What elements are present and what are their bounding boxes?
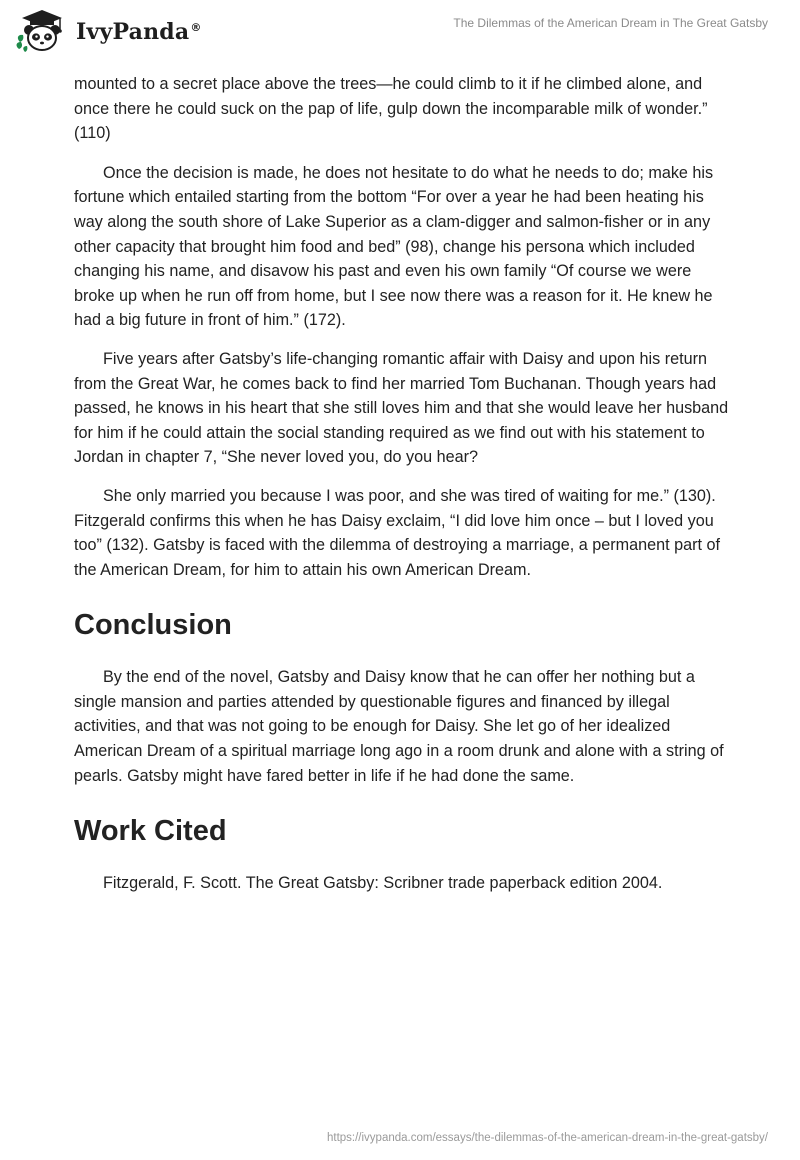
document-title: The Dilemmas of the American Dream in The Great Gatsby: [453, 16, 768, 30]
paragraph-decision: Once the decision is made, he does not hesitate to do what he needs to do; make his fortune which entailed starting from the bottom “For over a year he had been heating his way along the south shore of Lake Superior as a clam-digger and salmon-fisher or in any other capacity that brought him food and bed” (98), change his persona which included changing his name, and disavow his past and even his own family “Of course we were broke up when he run off from home, but I see now there was a reason for it. He knew he had a big future in front of him.” (172).: [74, 163, 714, 330]
logo-wordmark: IvyPanda®: [76, 19, 202, 45]
panda-graduate-icon: [14, 8, 70, 54]
source-url[interactable]: https://ivypanda.com/essays/the-dilemmas-of-the-american-dream-in-the-great-gatsby/: [326, 1132, 768, 1144]
paragraph-quote-continuation: mounted to a secret place above the trees—he could climb to it if he climbed alone, and once there he could suck on the pap of life, gulp down the incomparable milk of wonder.” (110): [74, 75, 708, 143]
work-cited-heading: Work Cited: [74, 815, 227, 848]
paragraph-five-years: Five years after Gatsby’s life-changing romantic affair with Daisy and upon his return from the Great War, he comes back to find her married Tom Buchanan. Though years had passed, he knows in his heart that she still loves him and that she would leave her husband for him if he could attain the social standing required as we find out with his statement to Jordan in chapter 7, “She never loved you, do you hear?: [74, 349, 729, 467]
essay-body: [74, 72, 734, 910]
ivypanda-logo[interactable]: [14, 8, 202, 54]
work-cited-entry: Fitzgerald, F. Scott. The Great Gatsby: Scribner trade paperback edition 2004.: [103, 874, 663, 893]
paragraph-married: She only married you because I was poor, and she was tired of waiting for me.” (130). Fitzgerald confirms this when he has Daisy exclaim, “I did love him once – but I loved you too” (132). Gatsby is faced with the dilemma of destroying a marriage, a permanent part of the American Dream, for him to attain his own American Dream.: [74, 486, 721, 579]
conclusion-paragraph: By the end of the novel, Gatsby and Daisy know that he can offer her nothing but a single mansion and parties attended by questionable figures and financed by illegal activities, and that was not going to be enough for Daisy. She let go of her idealized American Dream of a spiritual marriage long ago in a room drunk and alone with a string of pearls. Gatsby might have fared better in life if he had done the same.: [74, 668, 724, 785]
conclusion-heading: Conclusion: [74, 609, 232, 642]
page-header: [0, 0, 800, 70]
